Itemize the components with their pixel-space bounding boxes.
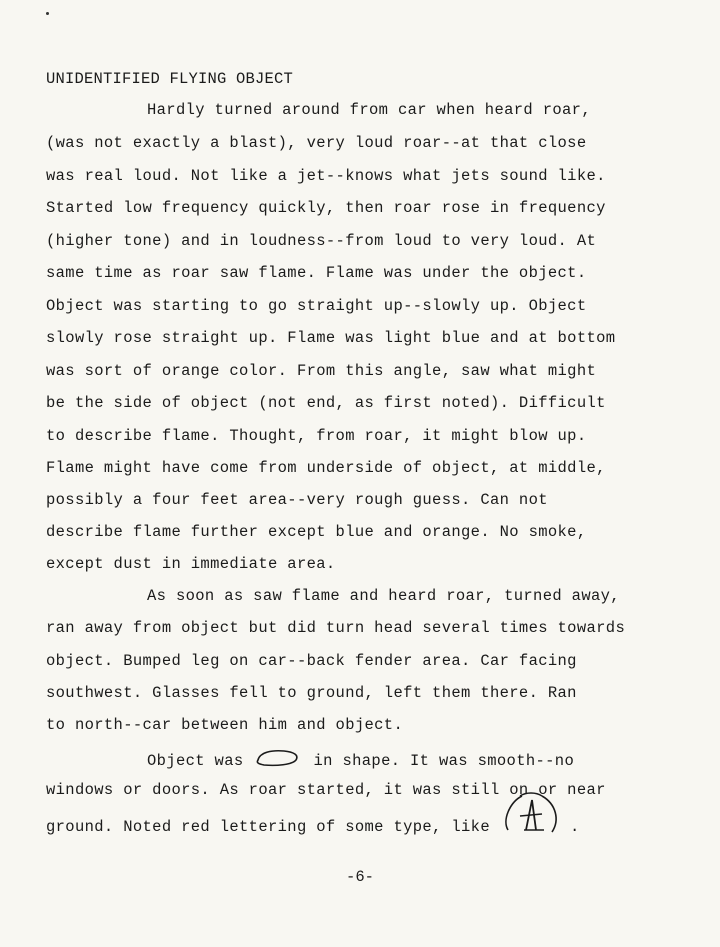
text-line: Started low frequency quickly, then roar rose in frequency xyxy=(46,199,606,217)
text-line: except dust in immediate area. xyxy=(46,555,336,573)
text-line: to north--car between him and object. xyxy=(46,716,404,734)
text-line: same time as roar saw flame. Flame was under the object. xyxy=(46,264,587,282)
text-line: ran away from object but did turn head several times towards xyxy=(46,619,626,637)
document-title: UNIDENTIFIED FLYING OBJECT xyxy=(46,70,294,88)
text-line: object. Bumped leg on car--back fender area. Car facing xyxy=(46,652,577,670)
ink-speck xyxy=(46,12,49,15)
text-line: was real loud. Not like a jet--knows what jets sound like. xyxy=(46,167,606,185)
text-segment: ground. Noted red lettering of some type, like xyxy=(46,818,490,837)
text-line: was sort of orange color. From this angle, saw what might xyxy=(46,362,597,380)
text-line: southwest. Glasses fell to ground, left them there. Ran xyxy=(46,684,577,702)
text-line: windows or doors. As roar started, it was still on or near xyxy=(46,781,606,799)
text-line-with-sketch xyxy=(46,812,580,842)
text-line: Flame might have come from underside of object, at middle, xyxy=(46,459,606,477)
text-line-with-sketch xyxy=(147,748,574,774)
text-line: slowly rose straight up. Flame was light blue and at bottom xyxy=(46,329,616,347)
text-line: be the side of object (not end, as first noted). Difficult xyxy=(46,394,606,412)
text-line: Object was starting to go straight up--slowly up. Object xyxy=(46,297,587,315)
text-line: (higher tone) and in loudness--from loud to very loud. At xyxy=(46,232,597,250)
text-line: describe flame further except blue and orange. No smoke, xyxy=(46,523,587,541)
text-segment: . xyxy=(569,818,580,837)
text-segment: Object was xyxy=(147,752,244,771)
insignia-sketch xyxy=(498,812,562,842)
text-line: possibly a four feet area--very rough guess. Can not xyxy=(46,491,548,509)
text-line: (was not exactly a blast), very loud roar--at that close xyxy=(46,134,587,152)
object-shape-sketch xyxy=(254,748,300,774)
text-line: to describe flame. Thought, from roar, it might blow up. xyxy=(46,427,587,445)
page-number: -6- xyxy=(346,868,374,886)
text-line: As soon as saw flame and heard roar, turned away, xyxy=(147,587,620,605)
text-segment: in shape. It was smooth--no xyxy=(313,752,575,771)
text-line: Hardly turned around from car when heard roar, xyxy=(147,101,591,119)
